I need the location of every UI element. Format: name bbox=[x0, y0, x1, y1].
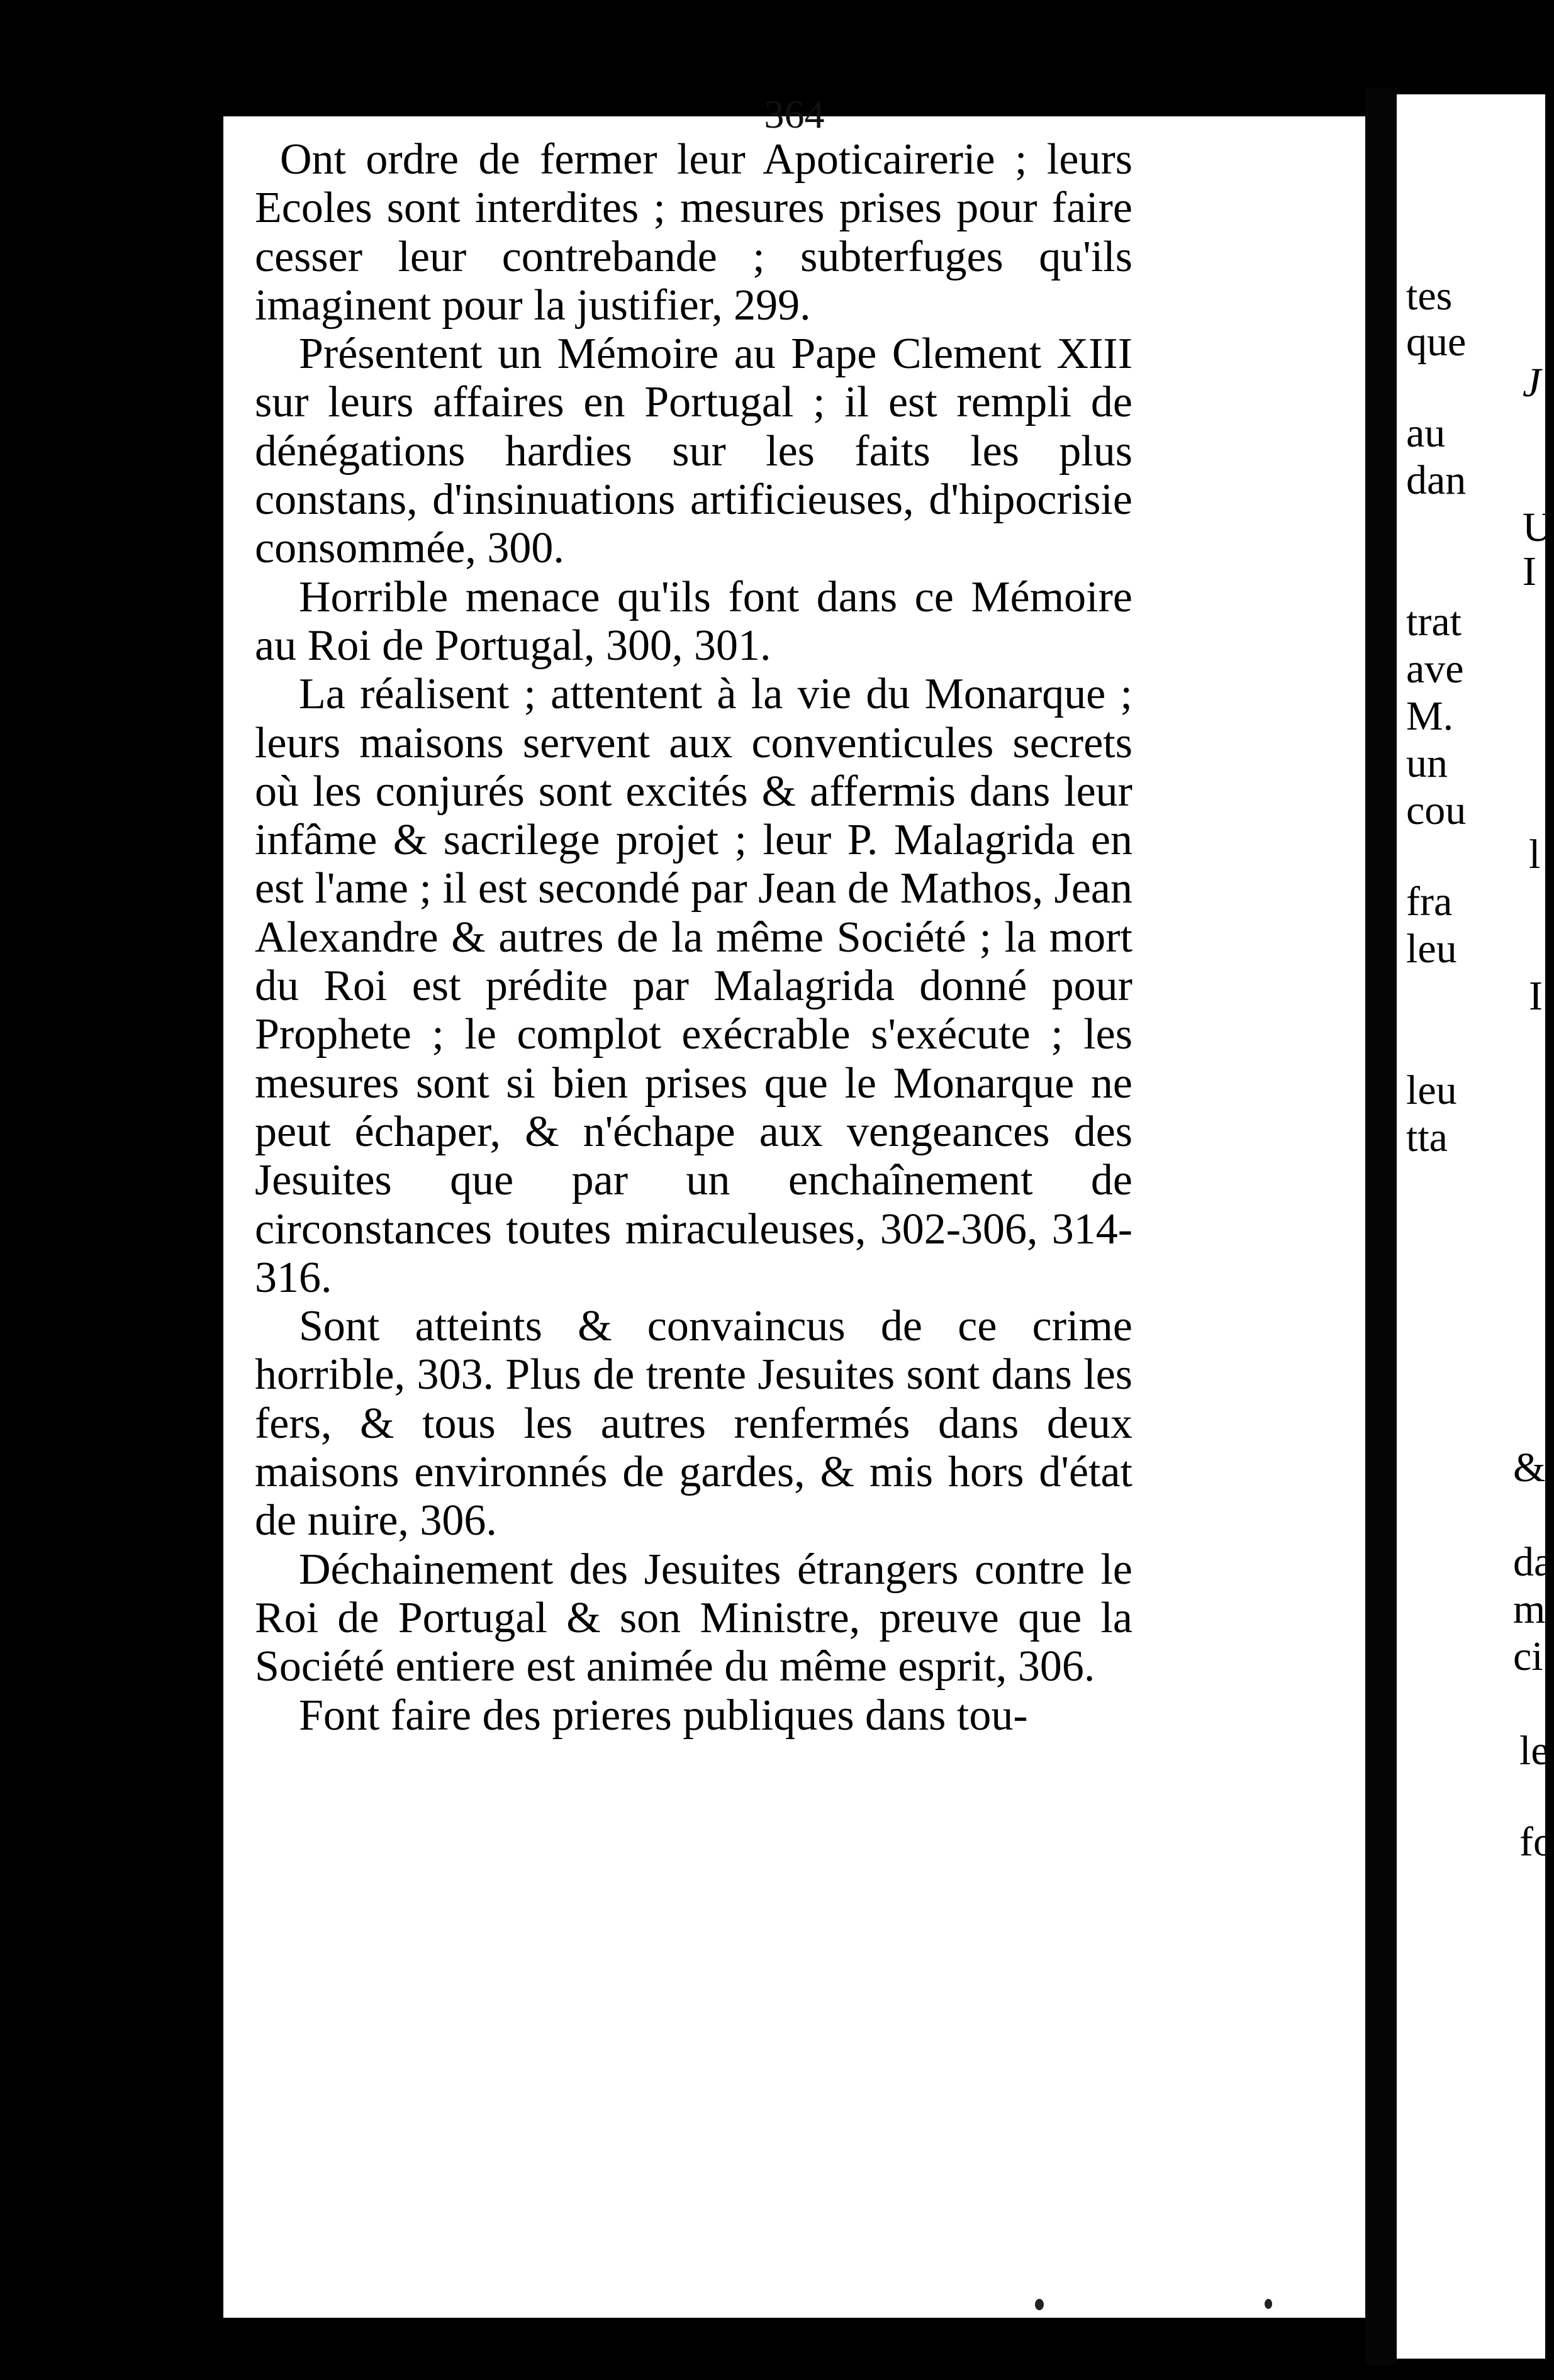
right-fragment: que bbox=[1406, 319, 1467, 365]
paper-speck bbox=[1035, 2299, 1044, 2310]
right-fragment: leu bbox=[1406, 1067, 1457, 1113]
right-fragment: I bbox=[1523, 548, 1536, 594]
page-number: 364 bbox=[764, 92, 825, 136]
right-fragment: m bbox=[1513, 1586, 1546, 1632]
index-entry: Sont atteints & convaincus de ce crime horrible, 303. Plus de trente Jesuites sont dans les fers, & tous les autres renfermés dans deux maisons environnés de gardes, & mis hors d'état de nuire, 306. bbox=[255, 1302, 1132, 1545]
right-fragment: le bbox=[1519, 1728, 1550, 1774]
index-entry: Déchainement des Jesuites étrangers contre le Roi de Portugal & son Ministre, preuve que la Société entiere est animée du même esprit, 306. bbox=[255, 1545, 1132, 1691]
right-fragment: tta bbox=[1406, 1115, 1448, 1160]
right-fragment: ci bbox=[1513, 1633, 1543, 1679]
right-fragment: trat bbox=[1406, 599, 1462, 645]
right-fragment: I bbox=[1529, 973, 1543, 1019]
right-fragment: & bbox=[1513, 1445, 1546, 1491]
index-entry: Ont ordre de fermer leur Apoticairerie ; leurs Ecoles sont interdites ; mesures prises pour faire cesser leur contrebande ; subterfuges qu'ils imaginent pour la justifier, 299. bbox=[255, 135, 1132, 330]
paper-speck bbox=[1265, 2299, 1272, 2309]
right-fragment: l bbox=[1529, 831, 1541, 877]
right-fragment: leu bbox=[1406, 926, 1457, 972]
right-fragment: J bbox=[1523, 360, 1541, 406]
right-fragment: dan bbox=[1406, 457, 1467, 503]
index-text bbox=[255, 135, 1132, 1740]
right-fragment: M. bbox=[1406, 693, 1454, 739]
index-entry: La réalisent ; attentent à la vie du Monarque ; leurs maisons servent aux conventicules secrets où les conjurés sont excités & affermis dans leur infâme & sacrilege projet ; leur P. Malagrida en est l'ame ; il est secondé par Jean de Mathos, Jean Alexandre & autres de la même Société ; la mort du Roi est prédite par Malagrida donné pour Prophete ; le complot exécrable s'exécute ; les mesures sont si bien prises que le Monarque ne peut échaper, & n'échape aux vengeances des Jesuites que par un enchaînement de circonstances toutes miraculeuses, 302-306, 314-316. bbox=[255, 670, 1132, 1302]
right-fragment: un bbox=[1406, 740, 1448, 786]
right-fragment: da bbox=[1513, 1539, 1553, 1585]
right-fragment: U bbox=[1523, 504, 1553, 550]
index-entry: Font faire des prieres publiques dans tou- bbox=[299, 1691, 1028, 1740]
right-fragment: cou bbox=[1406, 787, 1467, 833]
index-entry: Présentent un Mémoire au Pape Clement XIII sur leurs affaires en Portugal ; il est rempli de dénégations hardies sur les faits les plus constans, d'insinuations artificieuses, d'hipocrisie consommée, 300. bbox=[255, 330, 1132, 573]
right-fragment: fo bbox=[1519, 1819, 1554, 1865]
book-gutter bbox=[1365, 88, 1397, 2365]
right-fragment: au bbox=[1406, 410, 1446, 456]
right-fragment: ave bbox=[1406, 646, 1464, 692]
index-entry: Horrible menace qu'ils font dans ce Mémoire au Roi de Portugal, 300, 301. bbox=[255, 572, 1132, 670]
right-fragment: fra bbox=[1406, 879, 1453, 925]
right-fragment: tes bbox=[1406, 273, 1453, 319]
